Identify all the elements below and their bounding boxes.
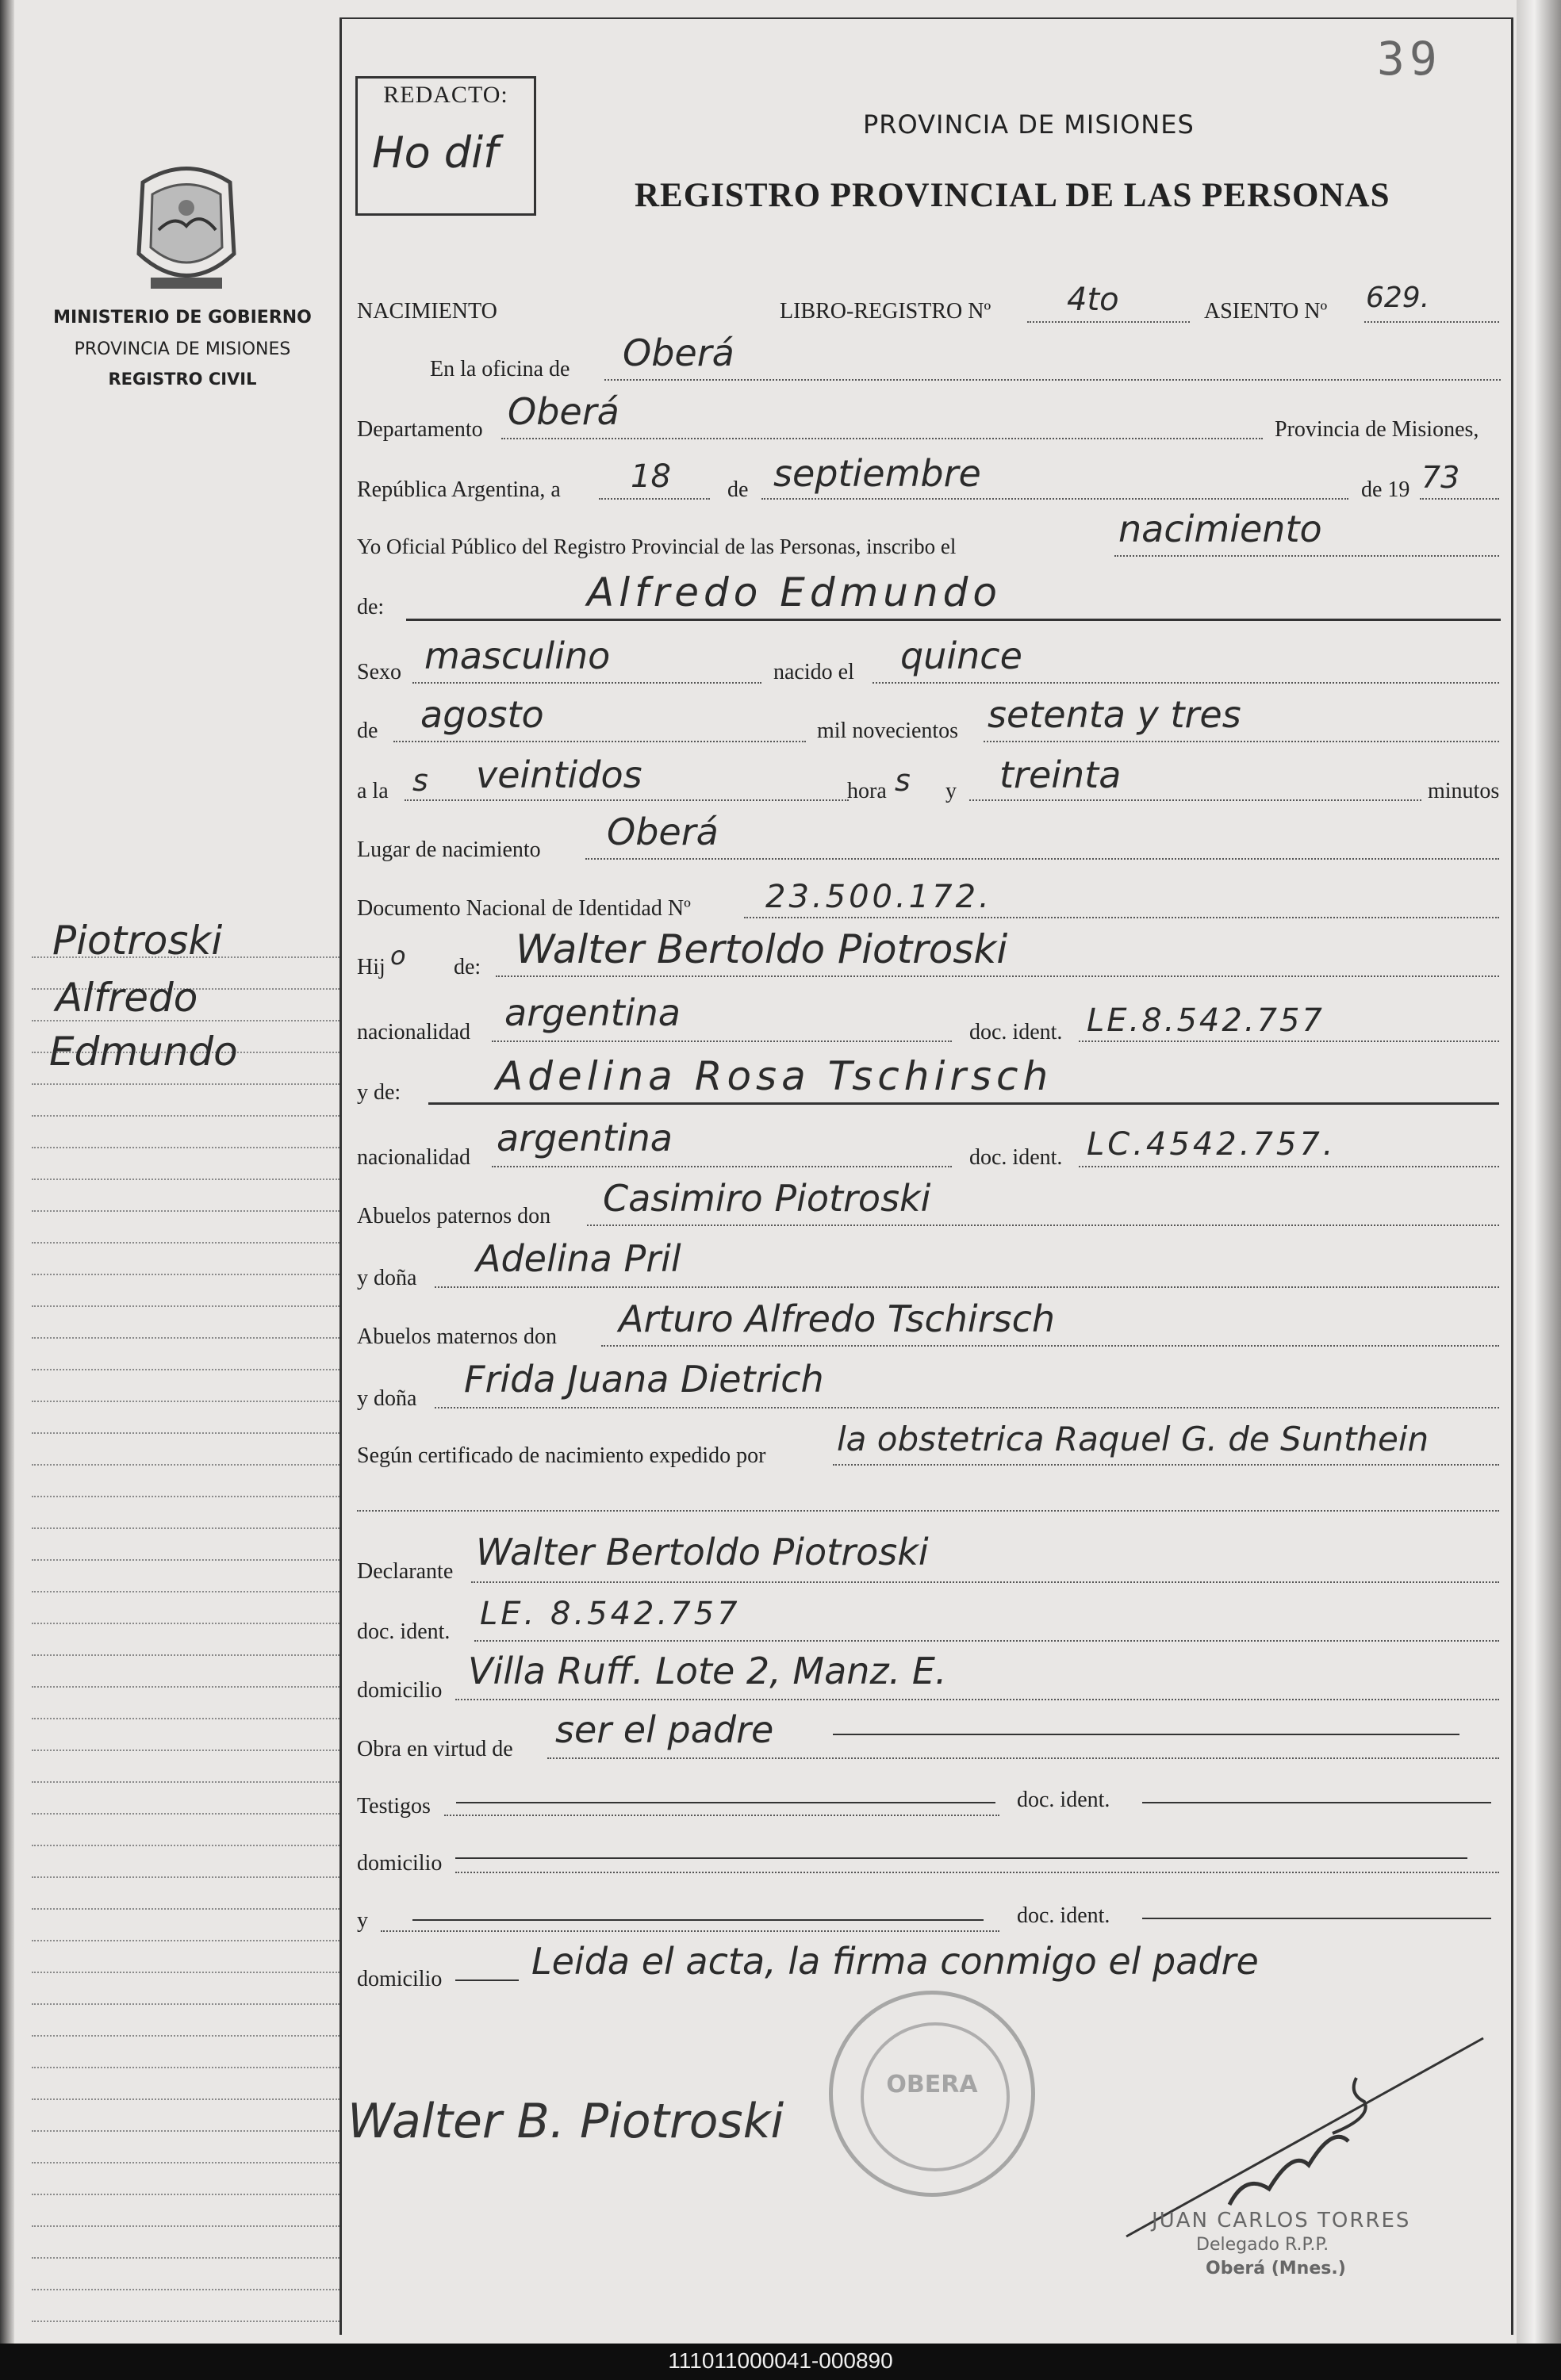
doc2-line	[1079, 1166, 1499, 1167]
nacionalidad-label-2: nacionalidad	[357, 1145, 471, 1170]
min-value: treinta	[999, 753, 1122, 796]
nacido-line	[873, 682, 1499, 684]
testigo2-label: y	[357, 1908, 368, 1933]
ala-label: a la	[357, 779, 389, 803]
hijo-de-label: de:	[454, 955, 481, 979]
margin-lines	[32, 926, 339, 2322]
segun-line-2	[357, 1510, 1499, 1512]
segun-label: Según certificado de nacimiento expedido por	[357, 1443, 766, 1468]
obra-value: ser el padre	[555, 1708, 774, 1751]
oficial-line	[1114, 555, 1499, 557]
testigos-domicilio-label: domicilio	[357, 1851, 443, 1876]
asiento-line	[1364, 321, 1499, 323]
closing-dash	[455, 1980, 519, 1981]
official-role: Delegado R.P.P.	[1196, 2235, 1329, 2255]
nac2-line	[492, 1166, 952, 1167]
declarante-line	[471, 1581, 1499, 1583]
provincial-seal-icon	[127, 159, 246, 295]
doc-value-1: LE.8.542.757	[1087, 1002, 1325, 1039]
libro-label: LIBRO-REGISTRO Nº	[780, 299, 991, 324]
obra-label: Obra en virtud de	[357, 1737, 513, 1761]
footer-bar	[0, 2344, 1561, 2380]
official-place: Oberá (Mnes.)	[1206, 2259, 1346, 2278]
mother-de-label: y de:	[357, 1080, 401, 1105]
doc1-line	[1079, 1041, 1499, 1042]
declarante-doc-value: LE. 8.542.757	[480, 1596, 741, 1632]
footer-code: 111011000041-000890	[668, 2348, 893, 2373]
libro-value: 4to	[1067, 282, 1119, 318]
oficina-label: En la oficina de	[430, 357, 570, 381]
doc-value-2: LC.4542.757.	[1087, 1126, 1337, 1163]
hijo-suffix: o	[390, 941, 406, 971]
horas-value: s	[895, 763, 911, 798]
declarante-value: Walter Bertoldo Piotroski	[476, 1531, 929, 1573]
nacionalidad-label-1: nacionalidad	[357, 1020, 471, 1044]
oficial-value: nacimiento	[1118, 508, 1322, 550]
ministry-registry: REGISTRO CIVIL	[108, 370, 257, 389]
nacido-label: nacido el	[773, 660, 854, 684]
nacido-value: quince	[900, 634, 1022, 677]
horas-label: hora	[847, 779, 887, 803]
abuelos-maternos-value: Arturo Alfredo Tschirsch	[619, 1297, 1056, 1340]
departamento-line	[501, 438, 1263, 439]
ministry-province: PROVINCIA DE MISIONES	[74, 339, 291, 359]
ala-value: s	[412, 763, 428, 798]
margin-note-name1: Alfredo	[56, 975, 198, 1021]
abuela-paterna-value: Adelina Pril	[476, 1237, 681, 1280]
domicilio-line	[455, 1699, 1499, 1700]
hijo-label: Hij	[357, 955, 385, 979]
testigos-line	[444, 1815, 999, 1816]
declarant-signature: Walter B. Piotroski	[347, 2094, 784, 2149]
name-de-label: de:	[357, 595, 385, 619]
domicilio-value: Villa Ruff. Lote 2, Manz. E.	[468, 1650, 947, 1692]
month-value: septiembre	[773, 452, 981, 495]
year-line	[1420, 498, 1499, 500]
stamp-text: OBERA	[886, 2071, 978, 2098]
registry-stamp	[829, 1991, 1035, 2197]
minutos-label: minutos	[1428, 779, 1500, 803]
asiento-label: ASIENTO Nº	[1204, 299, 1328, 324]
birth-year-line	[984, 741, 1499, 742]
date-de-label: de	[727, 477, 749, 502]
redacto-box	[355, 76, 536, 216]
margin-note-surname: Piotroski	[52, 918, 223, 964]
obra-line	[547, 1757, 1499, 1759]
margin-note-name2: Edmundo	[49, 1029, 238, 1075]
testigos-doc-label: doc. ident.	[1017, 1788, 1110, 1812]
year-value: 73	[1421, 460, 1460, 495]
record-type: NACIMIENTO	[357, 299, 497, 324]
obra-dash	[833, 1734, 1459, 1735]
testigo2-line	[381, 1930, 999, 1932]
testigos-dom-dash	[455, 1857, 1467, 1859]
abuelos-maternos-label: Abuelos maternos don	[357, 1324, 557, 1349]
father-line	[496, 975, 1499, 977]
testigos-dom-line	[455, 1872, 1499, 1873]
ydona1-line	[435, 1286, 1499, 1288]
dni-value: 23.500.172.	[765, 879, 992, 915]
libro-line	[1027, 321, 1190, 323]
abuela-materna-label: y doña	[357, 1386, 417, 1411]
provincia-label: Provincia de Misiones,	[1275, 417, 1479, 442]
ydona2-line	[435, 1407, 1499, 1408]
lugar-value: Oberá	[607, 811, 719, 853]
day-line	[599, 498, 710, 500]
segun-value: la obstetrica Raquel G. de Sunthein	[837, 1420, 1429, 1458]
book-spine	[0, 0, 14, 2344]
child-name: Alfredo Edmundo	[587, 569, 1002, 615]
month2-de-label: de	[357, 719, 378, 743]
registry-title: REGISTRO PROVINCIAL DE LAS PERSONAS	[635, 177, 1390, 214]
min-line	[969, 799, 1421, 801]
birth-month: agosto	[420, 693, 544, 736]
hour-value: veintidos	[476, 753, 642, 796]
redacto-label: REDACTO:	[383, 82, 508, 108]
month-line	[761, 498, 1348, 500]
decl-doc-line	[474, 1640, 1499, 1642]
closing-note: Leida el acta, la firma conmigo el padre	[531, 1940, 1259, 1983]
oficina-line	[604, 379, 1501, 381]
abuela-materna-value: Frida Juana Dietrich	[464, 1358, 824, 1401]
republica-label: República Argentina, a	[357, 477, 561, 502]
province-heading: PROVINCIA DE MISIONES	[863, 109, 1195, 140]
testigos-label: Testigos	[357, 1794, 431, 1819]
abp-line	[587, 1224, 1499, 1226]
page-edge	[1517, 0, 1561, 2344]
mil-label: mil novecientos	[817, 719, 959, 743]
segun-line	[833, 1464, 1499, 1466]
declarante-doc-label: doc. ident.	[357, 1619, 451, 1644]
hour-line	[405, 799, 849, 801]
birth-month-line	[393, 741, 806, 742]
oficina-value: Oberá	[623, 332, 734, 374]
sexo-line	[412, 682, 761, 684]
abm-line	[601, 1345, 1499, 1347]
testigos-doc-dash	[1142, 1802, 1491, 1803]
abuelos-paternos-value: Casimiro Piotroski	[603, 1177, 931, 1220]
redacto-initials: Ho dif	[372, 128, 499, 178]
sexo-value: masculino	[424, 634, 611, 677]
testigo2-dash	[412, 1919, 984, 1921]
name-line	[406, 619, 1501, 621]
birth-year: setenta y tres	[988, 693, 1241, 736]
doc-label-2: doc. ident.	[969, 1145, 1063, 1170]
doc-label-1: doc. ident.	[969, 1020, 1063, 1044]
lugar-label: Lugar de nacimiento	[357, 837, 541, 862]
nac1-line	[492, 1041, 952, 1042]
testigo2-doc-dash	[1142, 1918, 1491, 1919]
oficial-label: Yo Oficial Público del Registro Provincial de las Personas, inscribo el	[357, 535, 957, 558]
nacionalidad-value-2: argentina	[497, 1117, 673, 1159]
year-label: de 19	[1361, 477, 1410, 502]
page-number: 39	[1377, 32, 1442, 86]
declarante-label: Declarante	[357, 1559, 454, 1584]
asiento-value: 629.	[1366, 282, 1430, 314]
testigo2-domicilio-label: domicilio	[357, 1967, 443, 1991]
domicilio-label: domicilio	[357, 1678, 443, 1703]
official-name: JUAN CARLOS TORRES	[1152, 2209, 1411, 2232]
departamento-label: Departamento	[357, 417, 483, 442]
abuelos-paternos-label: Abuelos paternos don	[357, 1204, 551, 1228]
testigo2-doc-label: doc. ident.	[1017, 1903, 1110, 1928]
testigos-dash	[456, 1802, 995, 1803]
y-label: y	[945, 779, 957, 803]
day-value: 18	[631, 458, 671, 495]
abuela-paterna-label: y doña	[357, 1266, 417, 1290]
mother-name: Adelina Rosa Tschirsch	[496, 1053, 1053, 1099]
ministry-title: MINISTERIO DE GOBIERNO	[53, 308, 312, 328]
mother-line	[428, 1102, 1499, 1105]
departamento-value: Oberá	[508, 390, 619, 433]
sexo-label: Sexo	[357, 660, 401, 684]
dni-label: Documento Nacional de Identidad Nº	[357, 896, 691, 921]
nacionalidad-value-1: argentina	[504, 991, 681, 1034]
lugar-line	[585, 858, 1499, 860]
father-name: Walter Bertoldo Piotroski	[516, 926, 1008, 972]
dni-line	[744, 917, 1499, 918]
